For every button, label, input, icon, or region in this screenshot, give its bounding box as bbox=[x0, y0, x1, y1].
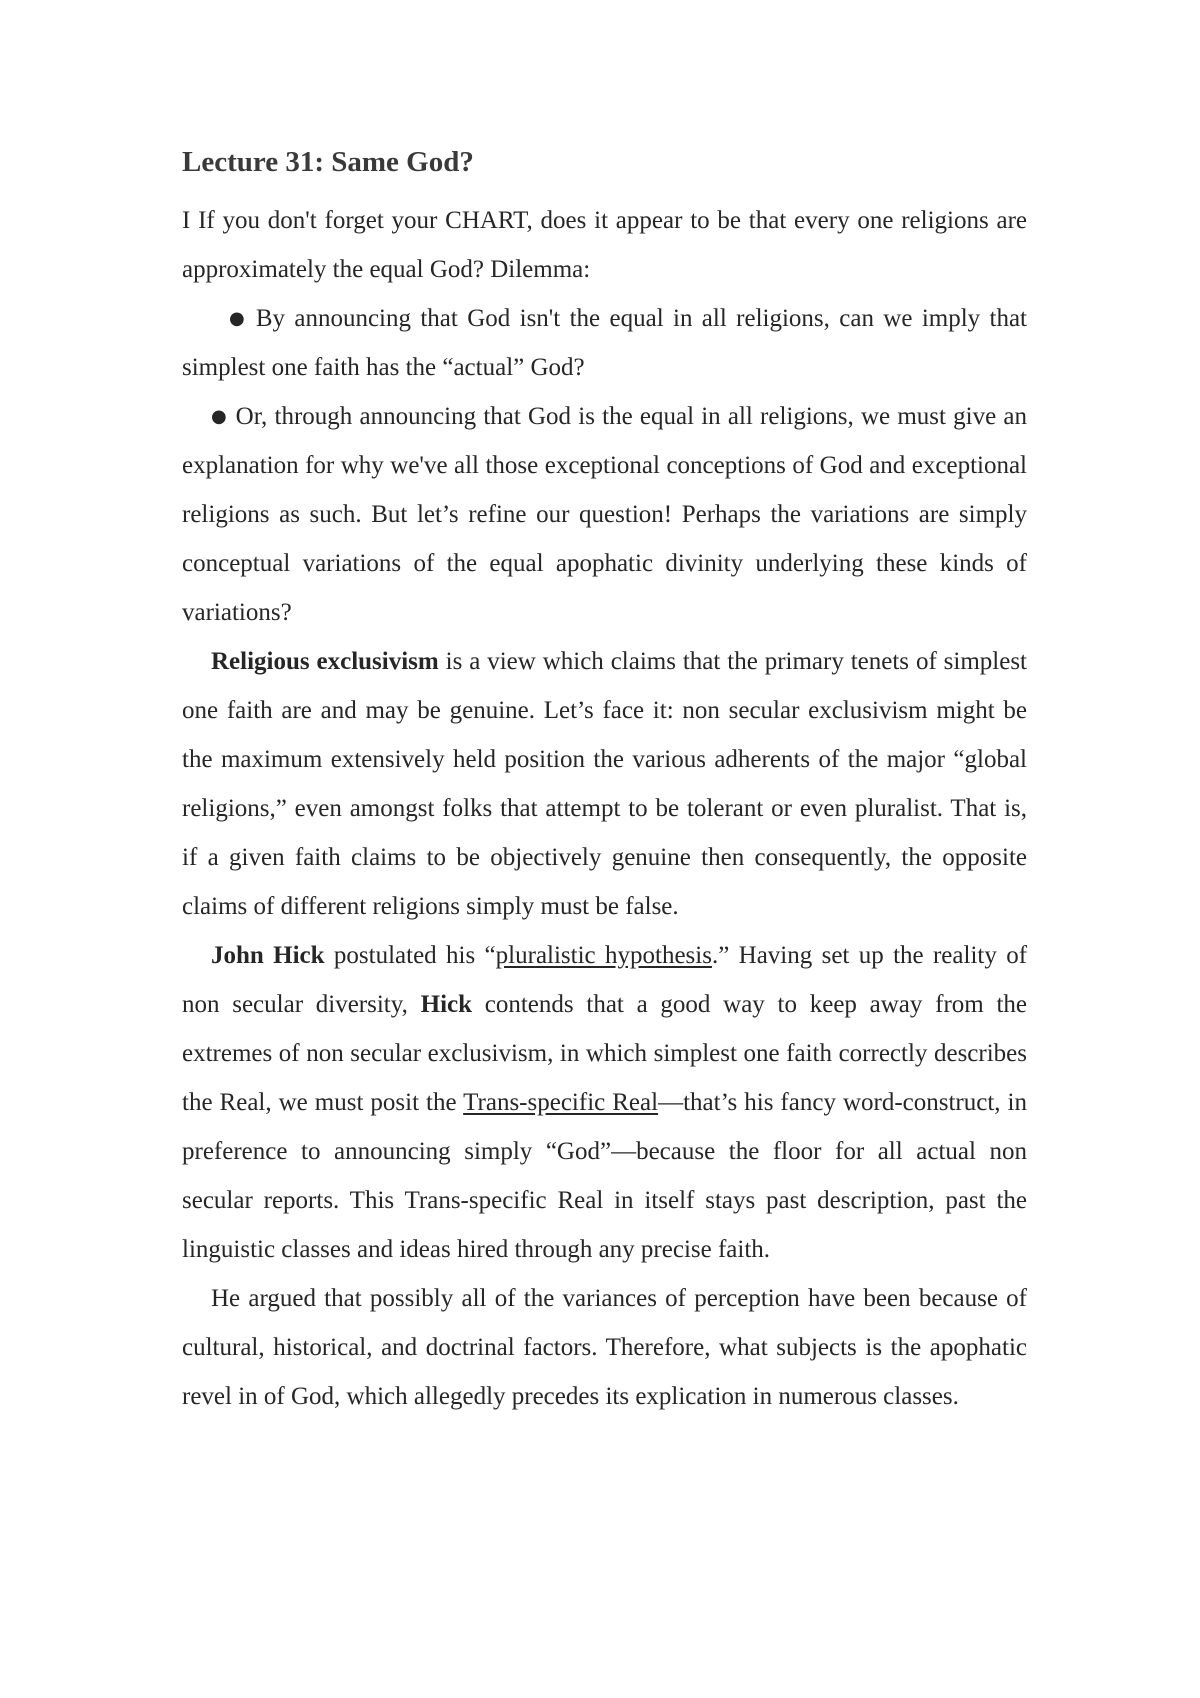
document-page bbox=[182, 140, 1027, 1421]
exclusivism-paragraph bbox=[182, 637, 1027, 931]
name-hick: Hick bbox=[420, 991, 473, 1018]
bullet-text-1: By announcing that God isn't the equal in all religions, can we imply that simplest one faith has the “actual” God? bbox=[182, 305, 1027, 381]
hick-text-2: .” Having set up the reality of non secular diversity, bbox=[182, 942, 1028, 1018]
bullet-icon: ● bbox=[229, 308, 248, 329]
intro-paragraph: I If you don't forget your CHART, does it appear to be that every one religions are approximately the equal God? Dilemma: bbox=[182, 207, 1027, 283]
hick-paragraph bbox=[182, 931, 1027, 1274]
bullet-item-2 bbox=[182, 392, 1027, 637]
page-title: Lecture 31: Same God? bbox=[182, 146, 474, 178]
bullet-text-2: Or, through announcing that God is the equal in all religions, we must give an explanation for why we've all those exceptional conceptions of God and exceptional religions as such. But let’s refine our question! Perhaps the variations are simply conceptual variations of the equal apophatic divinity underlying these kinds of variations? bbox=[182, 403, 1028, 626]
argued-paragraph: He argued that possibly all of the variances of perception have been because of cultural, historical, and doctrinal factors. Therefore, what subjects is the apophatic revel in of God, which allegedly precedes its explication in numerous classes. bbox=[182, 1285, 1027, 1410]
bullet-item-1 bbox=[182, 294, 1027, 392]
exclusivism-text: is a view which claims that the primary tenets of simplest one faith are and may be genuine. Let’s face it: non secular exclusivism might be the maximum extensively held position the various adherents of the major “global religions,” even amongst folks that attempt to be tolerant or even pluralist. That is, if a given faith claims to be objectively genuine then consequently, the opposite claims of different religions simply must be false. bbox=[182, 648, 1027, 920]
hick-text-1: postulated his “ bbox=[324, 942, 496, 969]
term-religious-exclusivism: Religious exclusivism bbox=[211, 648, 439, 675]
bullet-icon: ● bbox=[211, 406, 228, 427]
hick-text-3: contends that a good way to keep away from the extremes of non secular exclusivism, in which simplest one faith correctly describes the Real, we must posit the bbox=[182, 991, 1028, 1116]
link-pluralistic-hypothesis[interactable]: pluralistic hypothesis bbox=[495, 942, 712, 969]
hick-text-4: —that’s his fancy word-construct, in preference to announcing simply “God”—because the floor for all actual non secular reports. This Trans-specific Real in itself stays past description, past the linguistic classes and ideas hired through any precise faith. bbox=[182, 1089, 1028, 1263]
name-john-hick: John Hick bbox=[211, 942, 325, 969]
link-trans-specific-real[interactable]: Trans-specific Real bbox=[463, 1089, 659, 1116]
